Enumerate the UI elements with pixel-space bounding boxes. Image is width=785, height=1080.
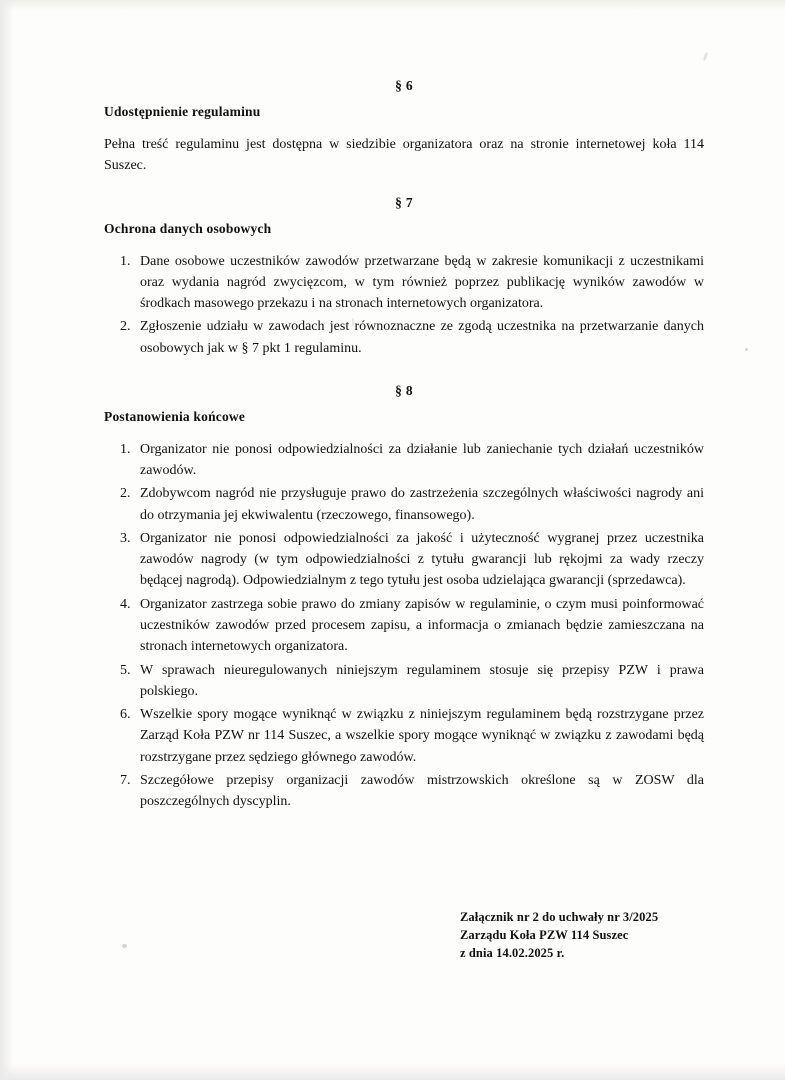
section-7-list: [104, 251, 704, 359]
footer-line-2: Zarządu Koła PZW 114 Suszec: [460, 928, 629, 943]
footer-line-1: Załącznik nr 2 do uchwały nr 3/2025: [460, 910, 659, 924]
document-body: [104, 78, 704, 826]
list-item: 6. Wszelkie spory mogące wyniknąć w związku z niniejszym regulaminem będą rozstrzygane przez Zarząd Koła PZW nr 114 Suszec, a wszelkie spory mogące wyniknąć w związku z zawodami będą rozstrzygane przez sędziego głównego zawodów.: [134, 704, 704, 768]
scan-speckle: [703, 52, 709, 61]
section-marker-8: § 8: [395, 382, 413, 398]
document-footer: [460, 908, 658, 962]
list-item: 1. Organizator nie ponosi odpowiedzialności za działanie lub zaniechanie tych działań uczestników zawodów.: [134, 439, 704, 482]
scan-speckle: [122, 944, 127, 948]
list-item: 1. Dane osobowe uczestników zawodów przetwarzane będą w zakresie komunikacji z uczestnikami oraz wydania nagród zwycięzcom, w tym również poprzez publikację wyników zawodów w środkach masowego przekazu i na stronach internetowych organizatora.: [134, 251, 704, 315]
section-marker-6: § 6: [395, 78, 413, 93]
section-8-list: [104, 439, 704, 813]
scan-edge-top: [0, 0, 785, 10]
section-heading-6: Udostępnienie regulaminu: [104, 104, 261, 119]
footer-line-3: z dnia 14.02.2025 r.: [460, 946, 565, 961]
list-item: 5. W sprawach nieuregulowanych niniejszym regulaminem stosuje się przepisy PZW i prawa polskiego.: [134, 660, 704, 703]
section-paragraph-7: [104, 195, 704, 359]
list-item: 7. Szczegółowe przepisy organizacji zawodów mistrzowskich określone są w ZOSW dla poszczególnych dyscyplin.: [134, 770, 704, 813]
list-item: 3. Organizator nie ponosi odpowiedzialności za jakość i użyteczność wygranej przez uczestnika zawodów nagrody (w tym odpowiedzialności z tytułu gwarancji lub rękojmi za wady rzeczy będącej nagrodą). Odpowiedzialnym z tego tytułu jest osoba udzielająca gwarancji (sprzedawca).: [134, 528, 704, 592]
section-heading-7: Ochrona danych osobowych: [104, 220, 272, 236]
scan-speckle: [745, 348, 748, 351]
section-paragraph-6: [104, 78, 704, 177]
section-6-paragraph: Pełna treść regulaminu jest dostępna w siedzibie organizatora oraz na stronie internetowej koła 114 Suszec.: [104, 137, 704, 174]
list-item: 2. Zdobywcom nagród nie przysługuje prawo do zastrzeżenia szczególnych właściwości nagrody ani do otrzymania jej ekwiwalentu (rzeczowego, finansowego).: [134, 483, 704, 526]
section-paragraph-8: [104, 383, 704, 813]
list-item: 4. Organizator zastrzega sobie prawo do zmiany zapisów w regulaminie, o czym musi poinformować uczestników zawodów przed procesem zapisu, a informacja o zmianach będzie zamieszczana na stronach internetowych organizatora.: [134, 594, 704, 658]
section-marker-7: § 7: [395, 194, 413, 210]
section-heading-8: Postanowienia końcowe: [104, 408, 246, 424]
list-item: 2. Zgłoszenie udziału w zawodach jest równoznaczne ze zgodą uczestnika na przetwarzanie danych osobowych jak w § 7 pkt 1 regulaminu.: [134, 316, 704, 359]
scan-edge-left: [0, 0, 14, 1080]
scan-edge-bottom: [0, 1064, 785, 1080]
